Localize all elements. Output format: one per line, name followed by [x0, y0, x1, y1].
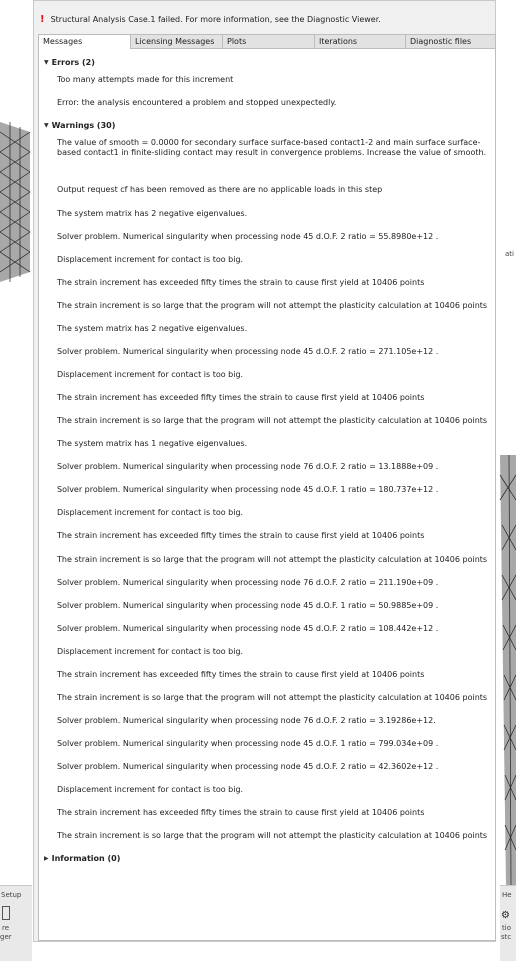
failure-message: Structural Analysis Case.1 failed. For more information, see the Diagnostic Viewer.: [50, 15, 381, 24]
tool-caption: stc: [501, 933, 512, 941]
warning-message: The strain increment is so large that the program will not attempt the plasticity calculation at 10406 points: [57, 416, 488, 425]
information-header-label: Information (0): [51, 854, 121, 863]
errors-header-label: Errors (2): [51, 58, 95, 67]
warning-message: The strain increment is so large that the program will not attempt the plasticity calculation at 10406 points: [57, 555, 488, 564]
tool-icon[interactable]: [2, 906, 10, 920]
warning-message: Solver problem. Numerical singularity when processing node 45 d.O.F. 1 ratio = 50.9885e+09 .: [57, 601, 439, 610]
warning-message: The strain increment is so large that the program will not attempt the plasticity calculation at 10406 points: [57, 301, 488, 310]
warning-message: The strain increment is so large that the program will not attempt the plasticity calculation at 10406 points: [57, 693, 488, 702]
diagnostic-dialog: [33, 0, 496, 942]
tab-licensing-messages[interactable]: Licensing Messages: [130, 34, 222, 49]
tool-caption: ger: [0, 933, 12, 941]
warning-message: Solver problem. Numerical singularity when processing node 45 d.O.F. 1 ratio = 799.034e+09 .: [57, 739, 439, 748]
caret-down-icon[interactable]: ▼: [44, 122, 49, 129]
warning-message: Solver problem. Numerical singularity when processing node 76 d.O.F. 2 ratio = 13.1888e+09 .: [57, 462, 439, 471]
warning-message: Displacement increment for contact is too big.: [57, 370, 244, 379]
error-message: Too many attempts made for this increment: [57, 75, 234, 84]
warning-message: Displacement increment for contact is too big.: [57, 785, 244, 794]
tab-iterations[interactable]: Iterations: [314, 34, 405, 49]
caret-right-icon[interactable]: ▶: [44, 855, 49, 862]
gear-icon[interactable]: ⚙: [501, 910, 510, 921]
tool-caption: re: [2, 924, 10, 932]
warning-message: The system matrix has 2 negative eigenvalues.: [57, 324, 248, 333]
warnings-section-header[interactable]: [44, 121, 115, 130]
tab-messages[interactable]: Messages: [38, 34, 130, 49]
warning-message: Solver problem. Numerical singularity when processing node 45 d.O.F. 2 ratio = 108.442e+12 .: [57, 624, 439, 633]
warning-message: Solver problem. Numerical singularity when processing node 76 d.O.F. 2 ratio = 3.19286e+12.: [57, 716, 436, 725]
messages-panel: [38, 49, 496, 941]
warning-message: The system matrix has 1 negative eigenvalues.: [57, 439, 248, 448]
warning-message: Solver problem. Numerical singularity when processing node 45 d.O.F. 2 ratio = 42.3602e+12 .: [57, 762, 439, 771]
warning-message: The strain increment has exceeded fifty times the strain to cause first yield at 10406 points: [57, 531, 425, 540]
warning-message: Displacement increment for contact is too big.: [57, 647, 244, 656]
warning-message: Displacement increment for contact is too big.: [57, 508, 244, 517]
tab-diagnostic-files[interactable]: Diagnostic files: [405, 34, 496, 49]
warning-message: Solver problem. Numerical singularity when processing node 45 d.O.F. 2 ratio = 55.8980e+12 .: [57, 232, 439, 241]
tool-caption: tio: [502, 924, 511, 932]
mesh-graphic-left: [0, 122, 30, 282]
warning-message: The value of smooth = 0.0000 for secondary surface surface-based contact1-2 and main surface surface-based contact1 in finite-sliding contact may result in convergence problems. Increase the value of smooth.: [57, 138, 487, 157]
background-tab-label[interactable]: Setup: [1, 891, 22, 899]
information-section-header[interactable]: [44, 854, 120, 863]
error-icon: !: [40, 14, 45, 25]
warning-message: The system matrix has 2 negative eigenvalues.: [57, 209, 248, 218]
failure-banner: [40, 14, 381, 25]
warning-message: Solver problem. Numerical singularity when processing node 45 d.O.F. 1 ratio = 180.737e+12 .: [57, 485, 439, 494]
tab-plots[interactable]: Plots: [222, 34, 314, 49]
error-message: Error: the analysis encountered a problem and stopped unexpectedly.: [57, 98, 337, 107]
warnings-header-label: Warnings (30): [51, 121, 116, 130]
background-tab-label[interactable]: He: [502, 891, 512, 899]
warning-message: The strain increment has exceeded fifty times the strain to cause first yield at 10406 points: [57, 670, 425, 679]
warning-message: Displacement increment for contact is too big.: [57, 255, 244, 264]
warning-message: Solver problem. Numerical singularity when processing node 45 d.O.F. 2 ratio = 271.105e+12 .: [57, 347, 439, 356]
caret-down-icon[interactable]: ▼: [44, 59, 49, 66]
mesh-graphic-right: [494, 455, 516, 885]
warning-message: Output request cf has been removed as there are no applicable loads in this step: [57, 185, 383, 194]
warning-message: The strain increment has exceeded fifty times the strain to cause first yield at 10406 points: [57, 278, 425, 287]
warning-message: Solver problem. Numerical singularity when processing node 76 d.O.F. 2 ratio = 211.190e+09 .: [57, 578, 439, 587]
background-toolbar-left: [0, 885, 32, 961]
background-label: ati: [505, 250, 514, 258]
errors-section-header[interactable]: [44, 58, 95, 67]
warning-message: The strain increment has exceeded fifty times the strain to cause first yield at 10406 points: [57, 393, 425, 402]
tab-bar: [38, 34, 496, 49]
warning-message: The strain increment is so large that the program will not attempt the plasticity calculation at 10406 points: [57, 831, 488, 840]
background-toolbar-right: [500, 885, 516, 961]
warning-message: The strain increment has exceeded fifty times the strain to cause first yield at 10406 points: [57, 808, 425, 817]
